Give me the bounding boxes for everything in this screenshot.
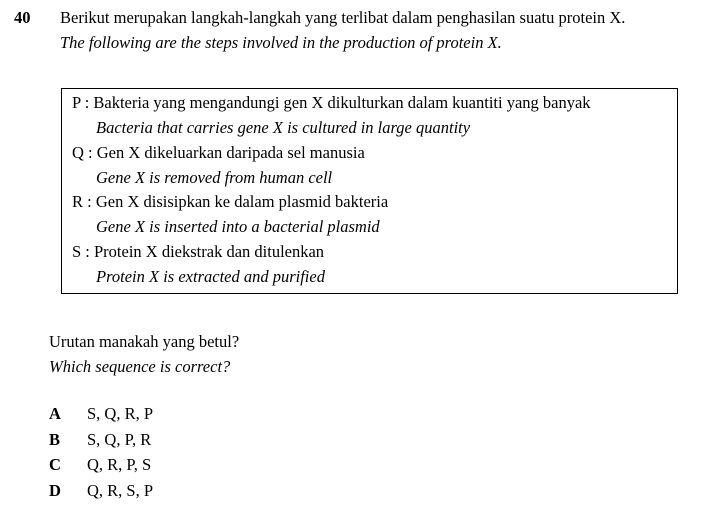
option-text: S, Q, P, R bbox=[87, 430, 152, 449]
option-text: Q, R, P, S bbox=[87, 455, 152, 474]
step-r-malay: R : Gen X disisipkan ke dalam plasmid bakteria bbox=[72, 192, 389, 211]
option-a[interactable] bbox=[49, 404, 153, 424]
step-p-malay: P : Bakteria yang mengandungi gen X dikulturkan dalam kuantiti yang banyak bbox=[72, 93, 591, 112]
option-text: Q, R, S, P bbox=[87, 481, 154, 500]
question-number: 40 bbox=[14, 8, 31, 27]
question-stem-malay: Berikut merupakan langkah-langkah yang terlibat dalam penghasilan suatu protein X. bbox=[60, 8, 626, 27]
step-s-malay: S : Protein X diekstrak dan ditulenkan bbox=[72, 242, 325, 261]
step-r-english: Gene X is inserted into a bacterial plasmid bbox=[96, 217, 380, 236]
step-q-malay: Q : Gen X dikeluarkan daripada sel manusia bbox=[72, 143, 365, 162]
step-q-english: Gene X is removed from human cell bbox=[96, 168, 333, 187]
option-letter: B bbox=[49, 430, 61, 449]
option-b[interactable] bbox=[49, 430, 151, 450]
option-letter: A bbox=[49, 404, 61, 423]
option-letter: D bbox=[49, 481, 61, 500]
option-d[interactable] bbox=[49, 481, 153, 501]
step-p-english: Bacteria that carries gene X is cultured in large quantity bbox=[96, 118, 471, 137]
option-c[interactable] bbox=[49, 455, 151, 475]
step-s-english: Protein X is extracted and purified bbox=[96, 267, 325, 286]
question-stem-english: The following are the steps involved in the production of protein X. bbox=[60, 33, 502, 52]
option-text: S, Q, R, P bbox=[87, 404, 154, 423]
prompt-english: Which sequence is correct? bbox=[49, 357, 231, 376]
option-letter: C bbox=[49, 455, 61, 474]
prompt-malay: Urutan manakah yang betul? bbox=[49, 332, 240, 351]
steps-box bbox=[61, 88, 678, 294]
